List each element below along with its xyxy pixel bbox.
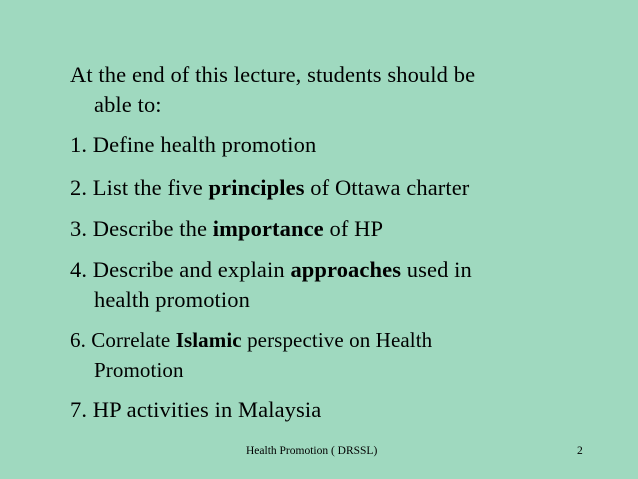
objective-6 [70, 325, 600, 385]
objective-2 [70, 173, 600, 203]
objective-7 [70, 395, 600, 425]
objective-4-text-end: used in [401, 257, 472, 282]
slide-footer [0, 441, 638, 461]
objective-2-text-end: of Ottawa charter [304, 175, 470, 200]
objective-4 [70, 255, 600, 315]
page-number: 2 [577, 445, 583, 457]
objective-4-continuation: health promotion [94, 287, 250, 312]
objective-3-text-start: 3. Describe the [70, 216, 213, 241]
objective-2-text-start: 2. List the five [70, 175, 209, 200]
objective-6-text-start: 6. Correlate [70, 328, 176, 352]
objective-2-emphasis: principles [208, 175, 305, 200]
objective-4-text-start: 4. Describe and explain [70, 257, 291, 282]
objective-1-text: 1. Define health promotion [70, 132, 317, 157]
objective-6-text-end: perspective on Health [241, 328, 433, 352]
intro-continuation: able to: [94, 92, 162, 117]
objective-4-emphasis: approaches [290, 257, 402, 282]
objective-3-emphasis: importance [212, 216, 324, 241]
objective-3 [70, 214, 600, 244]
objective-6-emphasis: Islamic [175, 328, 242, 352]
intro-text: At the end of this lecture, students should be [70, 62, 476, 87]
footer-title: Health Promotion ( DRSSL) [246, 445, 378, 457]
objective-3-text-end: of HP [323, 216, 384, 241]
objective-7-text: 7. HP activities in Malaysia [70, 397, 322, 422]
objective-1 [70, 130, 600, 160]
objective-6-continuation: Promotion [94, 358, 184, 382]
intro-line [70, 60, 600, 120]
